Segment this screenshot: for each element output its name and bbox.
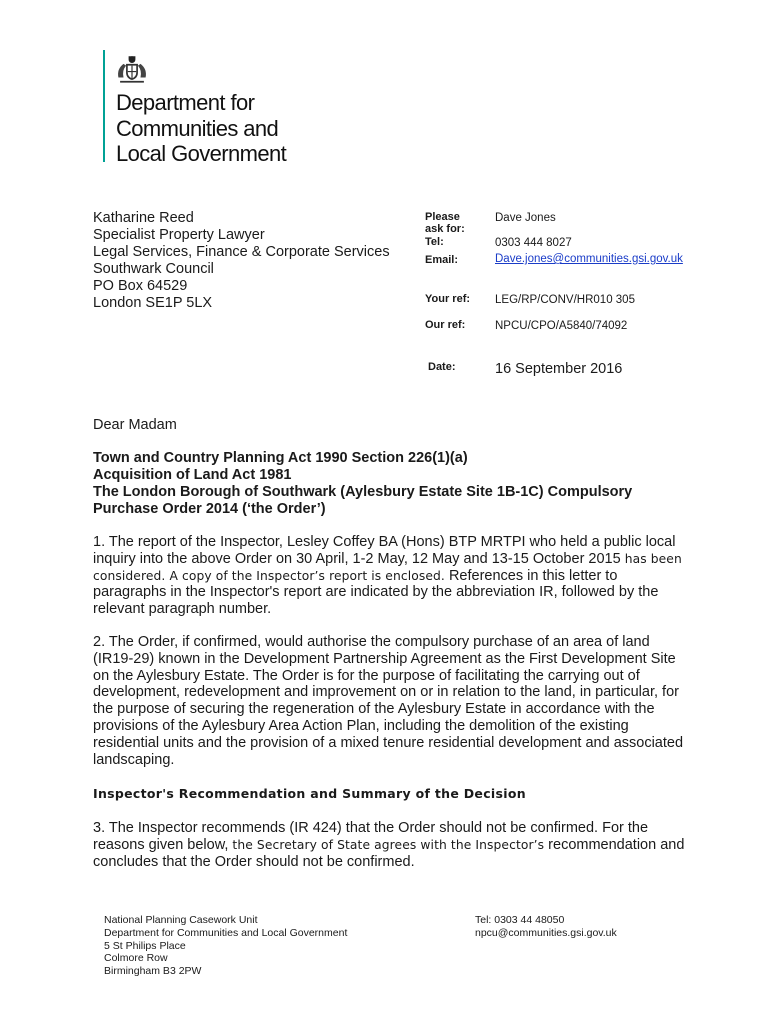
footer-line: Department for Communities and Local Government bbox=[104, 926, 348, 939]
paragraph-3-text: recommendation and concludes that the Order should not be confirmed. bbox=[93, 836, 685, 870]
footer-line: Birmingham B3 2PW bbox=[104, 965, 202, 978]
heading-line: Town and Country Planning Act 1990 Section 226(1)(a) bbox=[93, 450, 468, 466]
heading-line: Purchase Order 2014 (‘the Order’) bbox=[93, 501, 326, 517]
royal-coat-of-arms-icon bbox=[115, 52, 149, 86]
footer-line: National Planning Casework Unit bbox=[104, 914, 258, 926]
recipient-title: Specialist Property Lawyer bbox=[93, 227, 265, 243]
tel-label: Tel: bbox=[425, 236, 444, 248]
recipient-po-box: PO Box 64529 bbox=[93, 278, 188, 294]
organisation-name-line: Department for bbox=[116, 90, 255, 115]
letter-heading bbox=[93, 450, 632, 518]
paragraph-3-text: the Secretary of State agrees with the Inspector’s bbox=[228, 837, 545, 852]
heading-line: The London Borough of Southwark (Aylesbury Estate Site 1B-1C) Compulsory bbox=[93, 484, 633, 500]
letterhead-accent-bar bbox=[103, 50, 105, 162]
our-ref-label: Our ref: bbox=[425, 319, 466, 331]
paragraph-2: 2. The Order, if confirmed, would authorise the compulsory purchase of an area of land (IR19-29) known in the Development Partnership Agreement as the First Development Site on the Aylesbury Estate. The Order is for the purpose of facilitating the carrying out of development, redevelopment and improvement on or in relation to the land, in particular, for the purpose of securing the regeneration of the Aylesbury Estate in accordance with the provisions of the Aylesbury Area Action Plan, including the demolition of the existing residential units and the provision of a mixed tenure residential development and associated landscaping. bbox=[93, 634, 684, 768]
your-ref-label: Your ref: bbox=[425, 293, 471, 305]
your-ref-value: LEG/RP/CONV/HR010 305 bbox=[495, 294, 635, 306]
organisation-name bbox=[116, 90, 286, 167]
email-label: Email: bbox=[425, 254, 459, 266]
organisation-name-line: Communities and bbox=[116, 115, 279, 141]
recipient-department: Legal Services, Finance & Corporate Services bbox=[93, 244, 390, 260]
paragraph-1-text: 1. The report of the Inspector, Lesley Coffey BA (Hons) BTP MRTPI who held a public local inquiry into the above Order on 30 April, 1-2 May, 12 May and 13-15 October 2015 bbox=[93, 534, 676, 567]
organisation-name-line: Local Government bbox=[116, 141, 287, 166]
salutation: Dear Madam bbox=[93, 417, 177, 433]
recipient-organisation: Southwark Council bbox=[93, 261, 214, 277]
recipient-address bbox=[93, 210, 390, 312]
footer-line: Colmore Row bbox=[104, 952, 168, 965]
please-ask-value: Dave Jones bbox=[495, 212, 556, 224]
footer-address bbox=[104, 914, 347, 978]
tel-value: 0303 444 8027 bbox=[495, 237, 572, 249]
footer-tel: Tel: 0303 44 48050 bbox=[475, 914, 565, 926]
heading-line: Acquisition of Land Act 1981 bbox=[93, 467, 292, 483]
date-value: 16 September 2016 bbox=[495, 361, 623, 377]
our-ref-value: NPCU/CPO/A5840/74092 bbox=[495, 320, 628, 332]
paragraph-3 bbox=[93, 820, 693, 870]
please-ask-label-line: ask for: bbox=[425, 223, 465, 235]
paragraph-1 bbox=[93, 534, 693, 618]
footer-contact bbox=[475, 914, 617, 940]
footer-email[interactable]: npcu@communities.gsi.gov.uk bbox=[475, 926, 617, 939]
paragraph-1-text: References in this letter to paragraphs in the Inspector's report are indicated by the abbreviation IR, followed by the relevant paragraph number. bbox=[93, 567, 659, 618]
paragraph-3-text: 3. The Inspector recommends (IR 424) that the Order should not be confirmed. For the reasons given below, bbox=[93, 820, 649, 853]
paragraph-1-text: has been considered. A copy of the Inspector’s report is enclosed. bbox=[93, 551, 682, 583]
footer-line: 5 St Philips Place bbox=[104, 939, 186, 952]
section-subheading: Inspector's Recommendation and Summary of the Decision bbox=[93, 786, 526, 801]
recipient-name: Katharine Reed bbox=[93, 210, 194, 226]
please-ask-label bbox=[425, 211, 465, 235]
recipient-city: London SE1P 5LX bbox=[93, 295, 213, 311]
email-link[interactable]: Dave.jones@communities.gsi.gov.uk bbox=[495, 253, 683, 265]
date-label: Date: bbox=[428, 361, 456, 373]
please-ask-label-line: Please bbox=[425, 211, 460, 223]
